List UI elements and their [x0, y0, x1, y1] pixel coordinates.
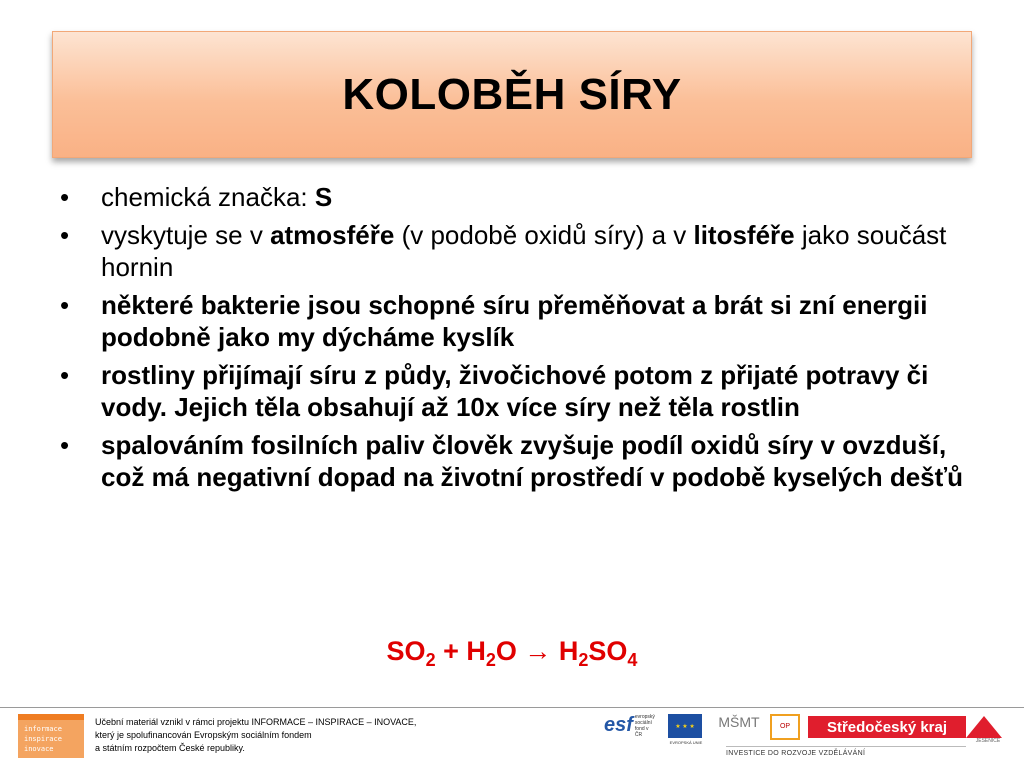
esf-label: esf — [604, 714, 633, 736]
invest-divider — [726, 746, 966, 747]
op-logo: OP — [770, 714, 800, 740]
bullet-text: rostliny přijímají síru z půdy, živočichové potom z přijaté potravy či vody. Jejich těla obsahují až 10x více síry než těla rostlin — [101, 360, 929, 422]
footer-text — [95, 716, 495, 755]
equation-subscript: 2 — [485, 650, 496, 670]
bullet-item — [58, 289, 970, 353]
bullet-text: chemická značka: — [101, 182, 315, 212]
bullet-text: vyskytuje se v — [101, 220, 271, 250]
esf-small: evropský sociální fond v ČR — [634, 714, 655, 738]
bullet-dot: • — [60, 220, 70, 250]
footer-line-2: který je spolufinancován Evropským sociálním fondem — [95, 730, 312, 740]
esf-logo — [604, 714, 664, 744]
bullet-text: (v podobě oxidů síry) a v — [394, 220, 694, 250]
bullet-list — [58, 181, 970, 499]
eu-caption: EVROPSKÁ UNIE — [669, 740, 703, 745]
chemical-equation — [0, 636, 1024, 670]
equation-subscript: 4 — [627, 650, 638, 670]
bullet-dot: • — [60, 360, 70, 390]
logo-line: inspirace — [24, 735, 62, 743]
logo-line: informace — [24, 725, 62, 733]
bullet-text: S — [314, 182, 333, 212]
eu-flag-icon: ★ ★ ★ — [668, 714, 702, 738]
footer-divider — [0, 707, 1024, 708]
equation-text: SO — [386, 636, 426, 666]
footer-line-3: a státním rozpočtem České republiky. — [95, 743, 245, 753]
bullet-item — [58, 359, 970, 423]
bullet-dot: • — [60, 290, 70, 320]
bullet-item — [58, 219, 970, 283]
investice-label: INVESTICE DO ROZVOJE VZDĚLÁVÁNÍ — [726, 750, 866, 757]
equation-subscript: 2 — [578, 650, 589, 670]
bullet-item — [58, 429, 970, 493]
bullet-text: litosféře — [693, 220, 795, 250]
equation-text: O → H — [495, 636, 579, 666]
kraj-caption: JESENICE — [975, 738, 1001, 744]
equation-text: SO — [588, 636, 628, 666]
msmt-logo: MŠMT — [718, 714, 760, 730]
stredocesky-kraj-logo: Středočeský kraj — [808, 716, 966, 738]
footer-line-1: Učební materiál vznikl v rámci projektu INFORMACE – INSPIRACE – INOVACE, — [95, 717, 417, 727]
project-logo — [18, 714, 84, 758]
bullet-text: atmosféře — [270, 220, 395, 250]
bullet-dot: • — [60, 182, 70, 212]
equation-subscript: 2 — [425, 650, 436, 670]
slide-title: KOLOBĚH SÍRY — [342, 69, 682, 119]
bullet-item — [58, 181, 970, 213]
logo-line: inovace — [24, 745, 54, 753]
title-box — [52, 31, 972, 158]
bullet-text: některé bakterie jsou schopné síru přeměňovat a brát si zní energii podobně jako my dýcháme kyslík — [101, 290, 928, 352]
bullet-dot: • — [60, 430, 70, 460]
kraj-emblem-icon — [966, 716, 1002, 738]
equation-text: + H — [435, 636, 486, 666]
bullet-text: spalováním fosilních paliv člověk zvyšuje podíl oxidů síry v ovzduší, což má negativní dopad na životní prostředí v podobě kyselých dešťů — [101, 430, 963, 492]
bullet-text: jako součást hornin — [101, 220, 947, 282]
